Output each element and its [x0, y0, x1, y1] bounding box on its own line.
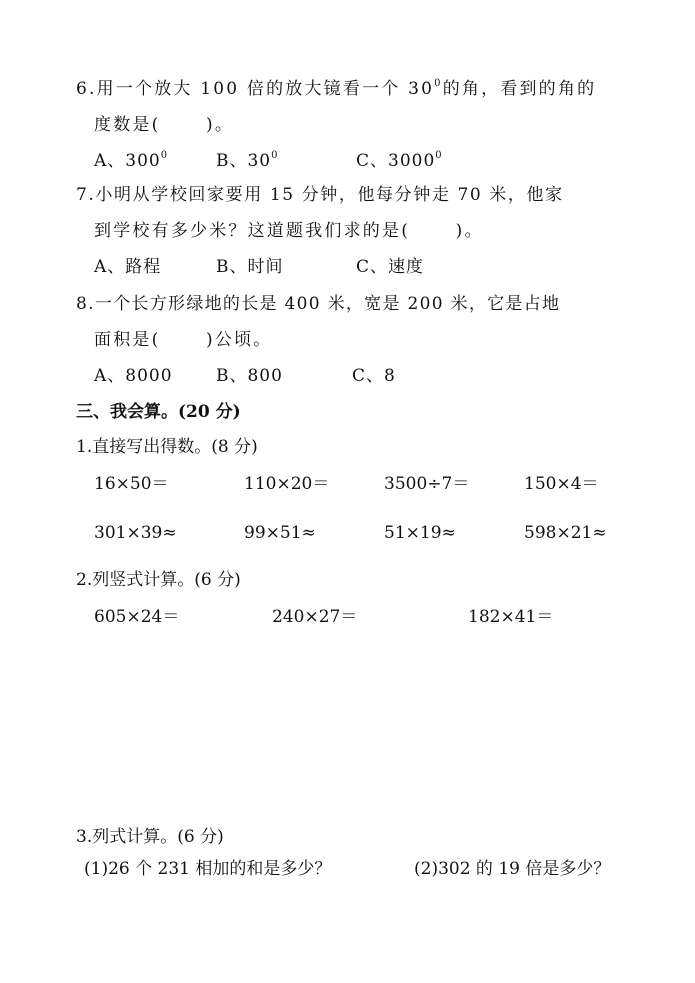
q6-line1: 6.用一个放大 100 倍的放大镜看一个 $30^0$的角，看到的角的 — [76, 78, 597, 99]
mental-calc-item: 3500÷7＝ — [384, 474, 470, 494]
section3-title: 三、我会算。(20 分) — [76, 402, 241, 422]
mental-calc-item: 110×20＝ — [244, 474, 330, 494]
part3-title: 3.列式计算。(6 分) — [76, 827, 224, 847]
mental-calc-item: 150×4＝ — [524, 474, 599, 494]
q7-line2: 到学校有多少米？这道题我们求的是( )。 — [94, 221, 484, 241]
mental-calc-item: 16×50＝ — [94, 474, 169, 494]
q6-option-c[interactable]: C、3000$^0$ — [356, 150, 443, 171]
q8-option-b[interactable]: B、800 — [216, 366, 283, 386]
word-problem-2: (2)302 的 19 倍是多少？ — [414, 859, 611, 879]
q8-option-c[interactable]: C、8 — [352, 366, 396, 386]
word-problem-1: (1)26 个 231 相加的和是多少？ — [84, 859, 332, 879]
q6-option-a[interactable]: A、$300^0$ — [94, 150, 169, 171]
estimate-item: 51×19≈ — [384, 523, 456, 543]
q8-line1: 8.一个长方形绿地的长是 400 米，宽是 200 米，它是占地 — [76, 294, 561, 314]
estimate-item: 99×51≈ — [244, 523, 316, 543]
estimate-item: 598×21≈ — [524, 523, 607, 543]
q6-option-b[interactable]: B、$30^0$ — [216, 150, 279, 171]
q7-option-c[interactable]: C、速度 — [356, 257, 425, 277]
q7-option-b[interactable]: B、时间 — [216, 257, 284, 277]
vertical-calc-item: 240×27＝ — [272, 607, 358, 627]
estimate-item: 301×39≈ — [94, 523, 177, 543]
q8-line2: 面积是( )公顷。 — [94, 330, 273, 350]
vertical-calc-item: 605×24＝ — [94, 607, 180, 627]
q8-option-a[interactable]: A、8000 — [94, 366, 173, 386]
vertical-calc-item: 182×41＝ — [468, 607, 554, 627]
q7-option-a[interactable]: A、路程 — [94, 257, 162, 277]
part1-title: 1.直接写出得数。(8 分) — [76, 437, 258, 457]
part2-title: 2.列竖式计算。(6 分) — [76, 570, 241, 590]
q6-line2: 度数是( )。 — [94, 115, 235, 135]
q7-line1: 7.小明从学校回家要用 15 分钟，他每分钟走 70 米，他家 — [76, 185, 564, 205]
